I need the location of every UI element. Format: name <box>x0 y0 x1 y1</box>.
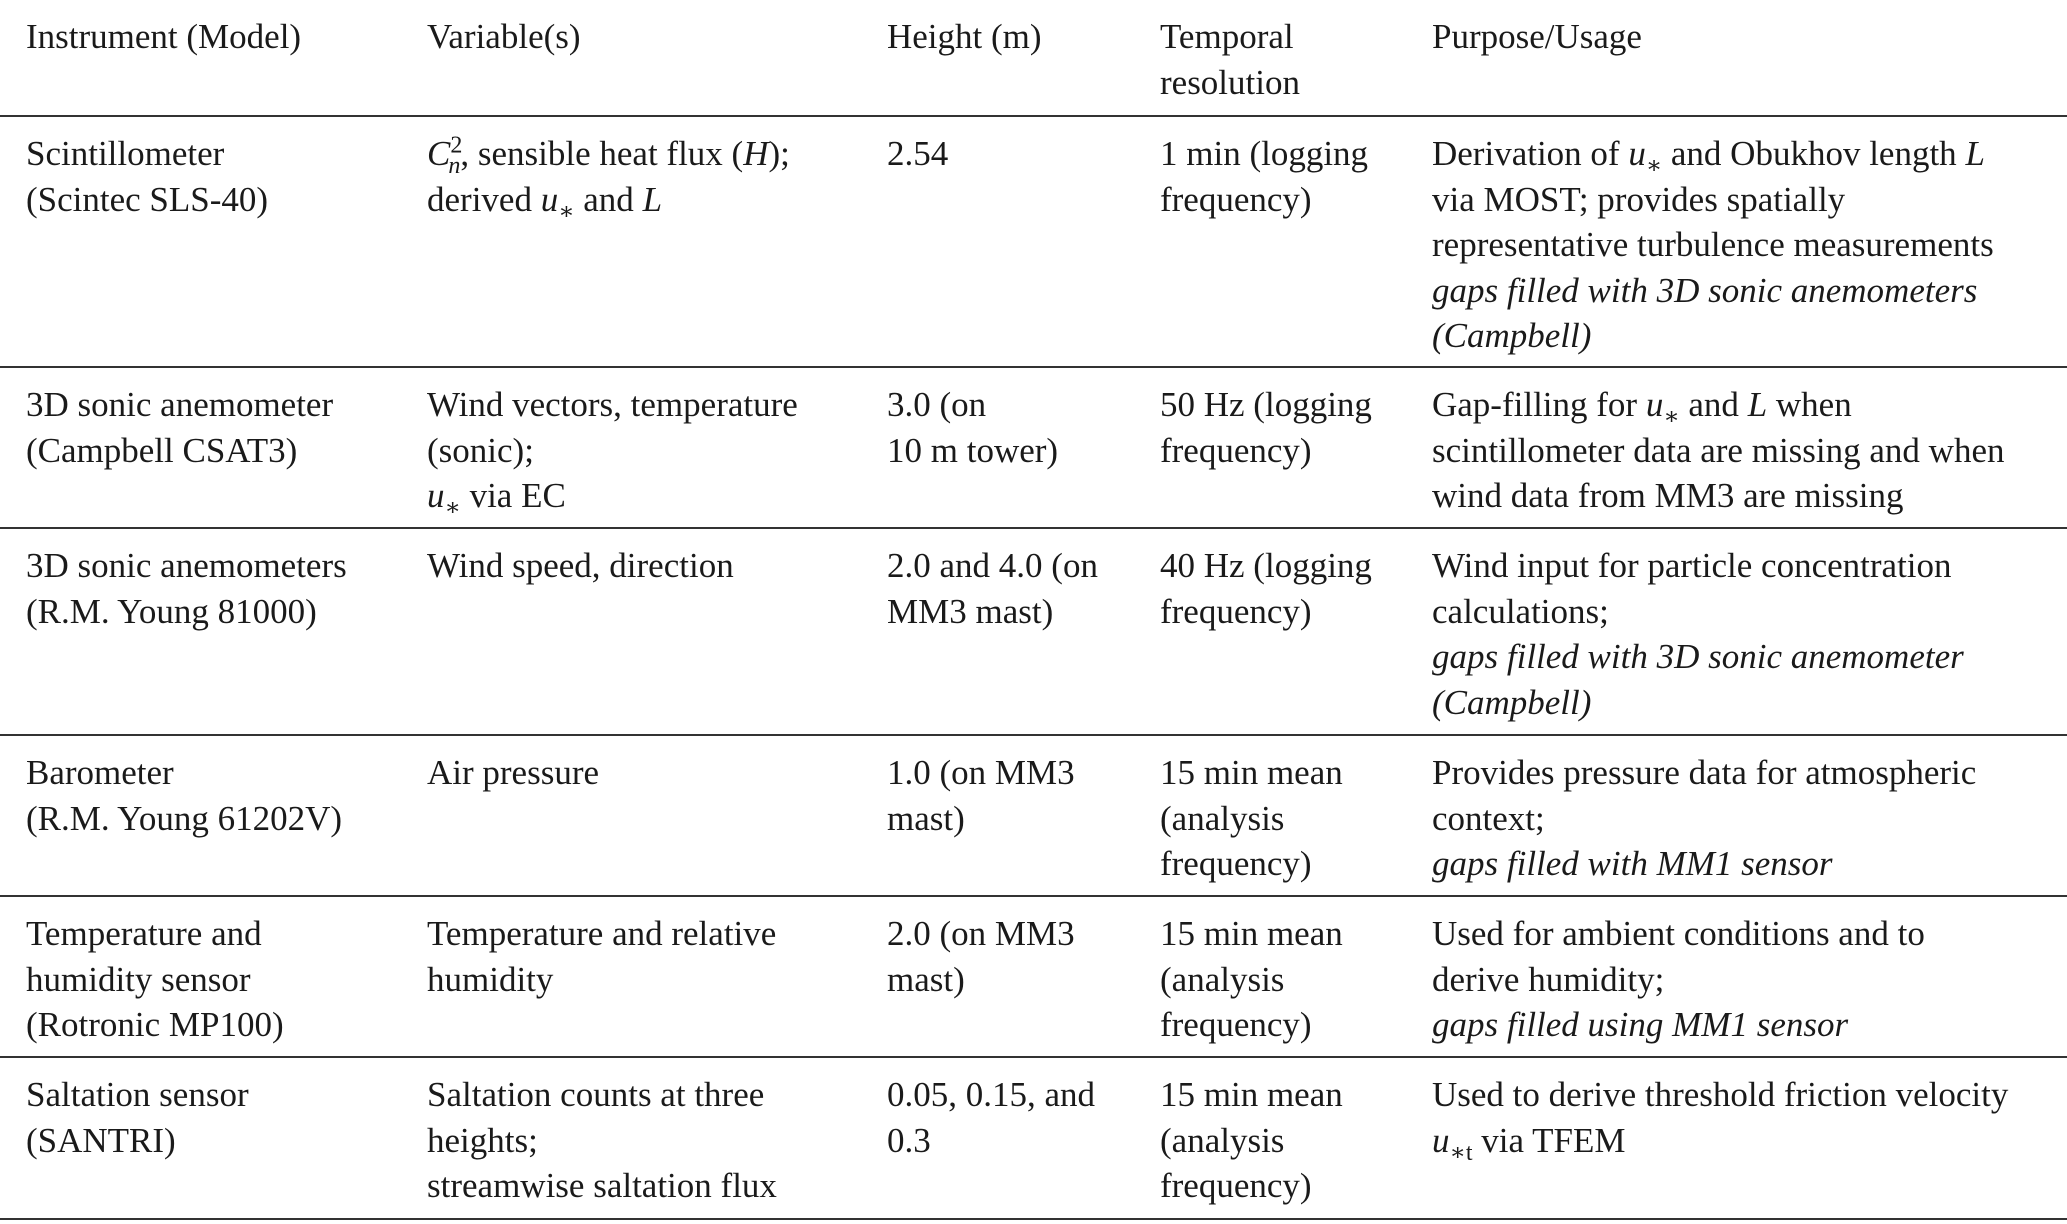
table-row <box>0 897 2067 1058</box>
cell-purpose: Derivation of $u_∗$ and Obukhov length L via MOST; provides spatially representative turbulence measurements gaps filled with 3D sonic anemometers (Campbell) <box>1432 134 1994 355</box>
table-header-row <box>0 0 2067 117</box>
cell-instrument: 3D sonic anemometer (Campbell CSAT3) <box>26 385 334 470</box>
header-temporal: Temporal resolution <box>1160 17 1300 102</box>
table-row <box>0 117 2067 368</box>
cell-purpose: Wind input for particle concentration calculations; gaps filled with 3D sonic anemometer (Campbell) <box>1432 546 1964 722</box>
table-row <box>0 529 2067 736</box>
cell-height: 1.0 (on MM3 mast) <box>887 753 1075 838</box>
cell-temporal: 40 Hz (logging frequency) <box>1160 546 1372 631</box>
header-purpose: Purpose/Usage <box>1432 17 1642 56</box>
header-variables: Variable(s) <box>427 17 581 56</box>
cell-instrument: 3D sonic anemometers (R.M. Young 81000) <box>26 546 347 631</box>
table-row <box>0 736 2067 897</box>
cell-height: 2.54 <box>887 134 949 173</box>
cell-height: 3.0 (on 10 m tower) <box>887 385 1059 470</box>
cell-instrument: Barometer (R.M. Young 61202V) <box>26 753 343 838</box>
cell-temporal: 15 min mean (analysis frequency) <box>1160 914 1343 1044</box>
cell-instrument: Saltation sensor (SANTRI) <box>26 1075 249 1160</box>
cell-height: 0.05, 0.15, and 0.3 <box>887 1075 1096 1160</box>
cell-temporal: 50 Hz (logging frequency) <box>1160 385 1372 470</box>
header-instrument: Instrument (Model) <box>26 17 302 56</box>
cell-variables: Wind vectors, temperature (sonic); $u_∗$ via EC <box>427 385 798 521</box>
cell-height: 2.0 (on MM3 mast) <box>887 914 1075 999</box>
cell-variables: $C^2_n$, sensible heat flux (H); derived $u_∗$ and L <box>427 132 790 225</box>
cell-variables: Wind speed, direction <box>427 546 734 585</box>
cell-variables: Air pressure <box>427 753 600 792</box>
cell-variables: Temperature and relative humidity <box>427 914 777 999</box>
cell-purpose: Provides pressure data for atmospheric context; gaps filled with MM1 sensor <box>1432 753 1977 883</box>
header-height: Height (m) <box>887 17 1042 56</box>
cell-variables: Saltation counts at three heights; streamwise saltation flux <box>427 1075 777 1205</box>
cell-instrument: Temperature and humidity sensor (Rotronic MP100) <box>26 914 284 1044</box>
cell-instrument: Scintillometer (Scintec SLS-40) <box>26 134 269 219</box>
cell-temporal: 15 min mean (analysis frequency) <box>1160 1075 1343 1205</box>
table-row <box>0 1058 2067 1220</box>
cell-purpose: Used for ambient conditions and to derive humidity; gaps filled using MM1 sensor <box>1432 914 1925 1044</box>
cell-purpose: Gap-filling for $u_∗$ and L when scintillometer data are missing and when wind data from MM3 are missing <box>1432 385 2005 515</box>
cell-temporal: 1 min (logging frequency) <box>1160 134 1369 219</box>
table-row <box>0 368 2067 529</box>
cell-temporal: 15 min mean (analysis frequency) <box>1160 753 1343 883</box>
cell-purpose: Used to derive threshold friction velocity $u_{∗t}$ via TFEM <box>1432 1075 2009 1166</box>
cell-height: 2.0 and 4.0 (on MM3 mast) <box>887 546 1098 631</box>
